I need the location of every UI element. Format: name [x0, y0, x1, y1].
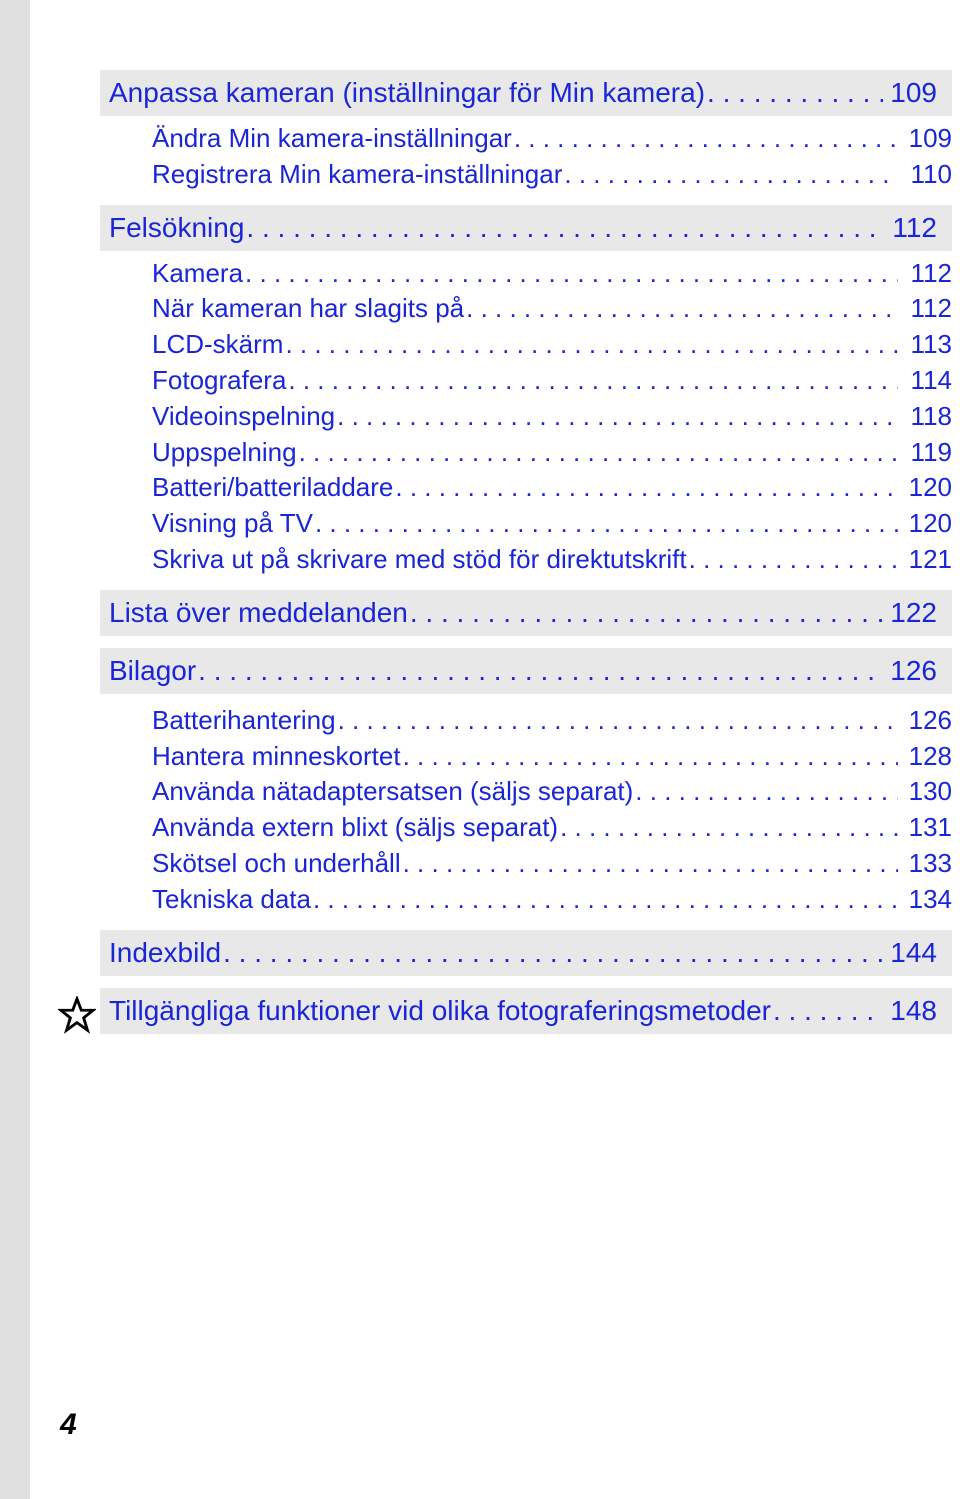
toc-sub-entry[interactable]	[100, 810, 952, 846]
toc-entry-label: Visning på TV	[152, 508, 313, 539]
toc-entry-page: 120	[908, 508, 952, 539]
page-number: 4	[60, 1408, 77, 1441]
toc-entry-label: Ändra Min kamera-inställningar	[152, 123, 512, 153]
toc-entry-label: Bilagor	[109, 654, 197, 686]
dot-leader	[773, 988, 883, 1034]
toc-sub-entry[interactable]	[100, 291, 952, 327]
toc-entry-label: Uppspelning	[152, 436, 297, 467]
toc-entry-label: Skriva ut på skrivare med stöd för direktutskrift	[152, 543, 687, 574]
dot-leader	[223, 930, 883, 976]
dot-leader	[313, 882, 898, 918]
dot-leader	[560, 810, 898, 846]
toc-entry-page: 126	[908, 704, 952, 735]
toc-entry-page: 144	[890, 936, 937, 968]
side-margin-strip	[0, 0, 30, 1499]
toc-entry-page: 109	[908, 123, 952, 153]
toc-entry-page: 112	[910, 257, 952, 288]
toc-entry-label: Felsökning	[109, 211, 245, 243]
toc-entry-page: 119	[910, 436, 952, 467]
toc-entry-label: Hantera minneskortet	[152, 740, 401, 771]
toc-sub-entry[interactable]	[100, 774, 952, 810]
dot-leader	[338, 703, 898, 739]
dot-leader	[514, 121, 898, 157]
toc-entry-label: LCD-skärm	[152, 329, 284, 360]
toc-entry-page: 130	[908, 776, 952, 807]
toc-entry-page: 131	[908, 812, 952, 843]
toc-entry-page: 114	[910, 364, 952, 395]
toc-entry-page: 122	[890, 596, 937, 628]
toc-entry-label: Kamera	[152, 257, 244, 288]
toc-entry-label: Registrera Min kamera-inställningar	[152, 158, 563, 189]
toc-sub-entry[interactable]	[100, 703, 952, 739]
toc-entry-page: 112	[910, 293, 952, 324]
dot-leader	[635, 774, 898, 810]
toc-entry-label: Batterihantering	[152, 704, 336, 735]
toc-entry-label: Fotografera	[152, 364, 287, 395]
toc-entry-label: Batteri/batteriladdare	[152, 472, 394, 503]
toc-entry-page: 133	[908, 847, 952, 878]
toc-entry-page: 121	[908, 543, 952, 574]
toc-entry-page: 134	[908, 883, 952, 914]
toc-sub-entry[interactable]	[100, 363, 952, 399]
toc-entry-page: 110	[910, 158, 952, 189]
dot-leader	[466, 291, 898, 327]
toc-entry-label: Indexbild	[109, 936, 222, 968]
dot-leader	[288, 363, 898, 399]
toc-sub-entry[interactable]	[100, 542, 952, 578]
toc-section-entry[interactable]	[100, 930, 952, 976]
toc-entry-label: Använda extern blixt (säljs separat)	[152, 812, 559, 843]
toc-entry-page: 109	[890, 77, 937, 108]
toc-section-entry[interactable]	[100, 988, 952, 1034]
toc-entry-page: 126	[890, 654, 937, 686]
toc-sub-entry[interactable]	[100, 435, 952, 471]
toc-sub-entry[interactable]	[100, 256, 952, 292]
toc-sub-entry[interactable]	[100, 121, 952, 157]
toc-entry-label: Tekniska data	[152, 883, 311, 914]
toc-entry-page: 148	[890, 994, 937, 1026]
toc-entry-label: Anpassa kameran (inställningar för Min kamera)	[109, 77, 706, 108]
dot-leader	[315, 506, 898, 542]
toc-entry-page: 128	[908, 740, 952, 771]
dot-leader	[246, 205, 883, 251]
dot-leader	[198, 648, 883, 694]
toc-entry-page: 120	[908, 472, 952, 503]
toc-sub-entry[interactable]	[100, 470, 952, 506]
toc-sub-entry[interactable]	[100, 399, 952, 435]
toc-entry-page: 112	[892, 211, 937, 243]
dot-leader	[689, 542, 898, 578]
toc-entry-page: 113	[910, 329, 952, 360]
toc-entry-label: Lista över meddelanden	[109, 596, 408, 628]
toc-sub-entry[interactable]	[100, 846, 952, 882]
toc-entry-label: Tillgängliga funktioner vid olika fotograferingsmetoder	[109, 994, 771, 1026]
toc-sub-entry[interactable]	[100, 739, 952, 775]
dot-leader	[410, 590, 883, 636]
dot-leader	[299, 435, 898, 471]
toc-section-entry[interactable]	[100, 205, 952, 251]
toc-sub-entry[interactable]	[100, 157, 952, 193]
dot-leader	[403, 739, 898, 775]
toc-entry-label: Skötsel och underhåll	[152, 847, 401, 878]
dot-leader	[564, 157, 898, 193]
dot-leader	[403, 846, 898, 882]
toc-sub-entry[interactable]	[100, 327, 952, 363]
toc-section-entry[interactable]	[100, 590, 952, 636]
dot-leader	[285, 327, 898, 363]
toc-section-entry[interactable]	[100, 648, 952, 694]
toc-entry-label: När kameran har slagits på	[152, 293, 465, 324]
toc-entry-page: 118	[910, 400, 952, 431]
toc-sub-entry[interactable]	[100, 882, 952, 918]
star-outline-icon	[58, 996, 96, 1034]
dot-leader	[245, 256, 898, 292]
table-of-contents	[100, 70, 952, 1034]
dot-leader	[707, 70, 883, 116]
dot-leader	[395, 470, 898, 506]
toc-section-entry[interactable]	[100, 70, 952, 116]
toc-entry-label: Videoinspelning	[152, 400, 336, 431]
toc-entry-label: Använda nätadaptersatsen (säljs separat)	[152, 776, 634, 807]
toc-sub-entry[interactable]	[100, 506, 952, 542]
dot-leader	[337, 399, 898, 435]
